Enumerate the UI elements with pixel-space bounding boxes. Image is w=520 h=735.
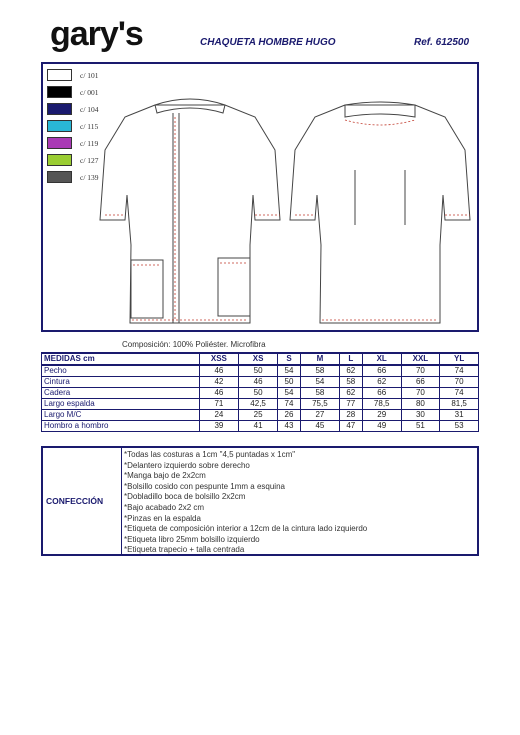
table-cell: 46 — [199, 365, 239, 377]
table-header-size: XSS — [199, 353, 239, 365]
table-cell: 58 — [301, 388, 340, 399]
list-item: *Etiqueta de composición interior a 12cm de la cintura lado izquierdo — [124, 524, 368, 534]
list-item: *Bajo acabado 2x2 cm — [124, 502, 205, 512]
table-cell: 25 — [239, 410, 278, 421]
row-label: Pecho — [42, 365, 200, 377]
table-cell: 66 — [362, 388, 401, 399]
construction-label: CONFECCIÓN — [46, 496, 104, 506]
color-swatch — [47, 171, 72, 183]
table-cell: 50 — [239, 388, 278, 399]
table-cell: 30 — [401, 410, 440, 421]
color-swatch — [47, 103, 72, 115]
table-cell: 58 — [301, 365, 340, 377]
jacket-back-view — [290, 102, 470, 323]
table-header-size: M — [301, 353, 340, 365]
table-header-size: XXL — [401, 353, 440, 365]
jacket-technical-drawing — [95, 95, 475, 325]
table-cell: 62 — [339, 365, 362, 377]
list-item: *Delantero izquierdo sobre derecho — [124, 460, 250, 470]
table-cell: 75,5 — [301, 399, 340, 410]
color-swatch — [47, 154, 72, 166]
table-row — [42, 399, 479, 410]
row-label: Largo M/C — [42, 410, 200, 421]
table-cell: 71 — [199, 399, 239, 410]
table-cell: 46 — [199, 388, 239, 399]
table-cell: 41 — [239, 421, 278, 432]
table-cell: 54 — [277, 388, 300, 399]
table-cell: 74 — [440, 388, 479, 399]
jacket-front-view — [100, 99, 280, 323]
color-swatch — [47, 137, 72, 149]
table-cell: 70 — [401, 388, 440, 399]
product-reference: Ref. 612500 — [414, 37, 470, 48]
table-header-size: XS — [239, 353, 278, 365]
construction-details-box — [41, 446, 479, 556]
table-cell: 54 — [277, 365, 300, 377]
table-cell: 28 — [339, 410, 362, 421]
table-cell: 80 — [401, 399, 440, 410]
table-cell: 27 — [301, 410, 340, 421]
table-cell: 29 — [362, 410, 401, 421]
size-table-header — [42, 353, 479, 365]
color-code-label: c/ 001 — [80, 88, 99, 97]
table-cell: 62 — [362, 377, 401, 388]
list-item: *Pinzas en la espalda — [124, 513, 201, 523]
table-cell: 74 — [440, 365, 479, 377]
table-cell: 46 — [239, 377, 278, 388]
row-label: Hombro a hombro — [42, 421, 200, 432]
table-header-size: XL — [362, 353, 401, 365]
table-cell: 81,5 — [440, 399, 479, 410]
table-cell: 26 — [277, 410, 300, 421]
construction-list — [124, 450, 367, 556]
table-cell: 47 — [339, 421, 362, 432]
table-cell: 51 — [401, 421, 440, 432]
brand-logo: gary's — [50, 15, 143, 53]
list-item: *Etiqueta trapecio + talla centrada — [124, 545, 245, 555]
row-label: Cadera — [42, 388, 200, 399]
table-header-measure: MEDIDAS cm — [42, 353, 200, 365]
table-cell: 43 — [277, 421, 300, 432]
list-item: *Dobladillo boca de bolsillo 2x2cm — [124, 492, 246, 502]
row-label: Largo espalda — [42, 399, 200, 410]
color-swatch — [47, 120, 72, 132]
table-row — [42, 421, 479, 432]
table-cell: 74 — [277, 399, 300, 410]
table-cell: 53 — [440, 421, 479, 432]
list-item: *Bolsillo cosido con pespunte 1mm a esquina — [124, 481, 285, 491]
table-cell: 50 — [239, 365, 278, 377]
table-cell: 54 — [301, 377, 340, 388]
list-item: *Todas las costuras a 1cm "4,5 puntadas x 1cm" — [124, 450, 296, 459]
color-code-label: c/ 104 — [80, 105, 99, 114]
table-cell: 24 — [199, 410, 239, 421]
table-row — [42, 365, 479, 377]
table-header-size: L — [339, 353, 362, 365]
fabric-composition: Composición: 100% Poliéster. Microfibra — [122, 340, 266, 349]
table-cell: 58 — [339, 377, 362, 388]
table-header-size: YL — [440, 353, 479, 365]
table-cell: 50 — [277, 377, 300, 388]
color-swatch — [47, 86, 72, 98]
table-cell: 45 — [301, 421, 340, 432]
table-cell: 78,5 — [362, 399, 401, 410]
table-cell: 77 — [339, 399, 362, 410]
table-cell: 66 — [362, 365, 401, 377]
size-measurements-table — [41, 352, 479, 432]
list-item: *Etiqueta libro 25mm bolsillo izquierdo — [124, 534, 260, 544]
construction-divider — [121, 448, 122, 554]
color-code-label: c/ 119 — [80, 139, 99, 148]
table-cell: 66 — [401, 377, 440, 388]
table-header-size: S — [277, 353, 300, 365]
table-row — [42, 410, 479, 421]
table-cell: 39 — [199, 421, 239, 432]
table-row — [42, 377, 479, 388]
table-cell: 62 — [339, 388, 362, 399]
color-code-label: c/ 139 — [80, 173, 99, 182]
table-row — [42, 388, 479, 399]
table-cell: 70 — [440, 377, 479, 388]
table-cell: 42 — [199, 377, 239, 388]
color-code-label: c/ 115 — [80, 122, 99, 131]
color-code-label: c/ 101 — [80, 71, 99, 80]
table-cell: 49 — [362, 421, 401, 432]
product-title: CHAQUETA HOMBRE HUGO — [200, 37, 336, 48]
table-cell: 70 — [401, 365, 440, 377]
color-code-label: c/ 127 — [80, 156, 99, 165]
table-cell: 42,5 — [239, 399, 278, 410]
color-swatch — [47, 69, 72, 81]
list-item: *Manga bajo de 2x2cm — [124, 471, 206, 481]
row-label: Cintura — [42, 377, 200, 388]
table-cell: 31 — [440, 410, 479, 421]
